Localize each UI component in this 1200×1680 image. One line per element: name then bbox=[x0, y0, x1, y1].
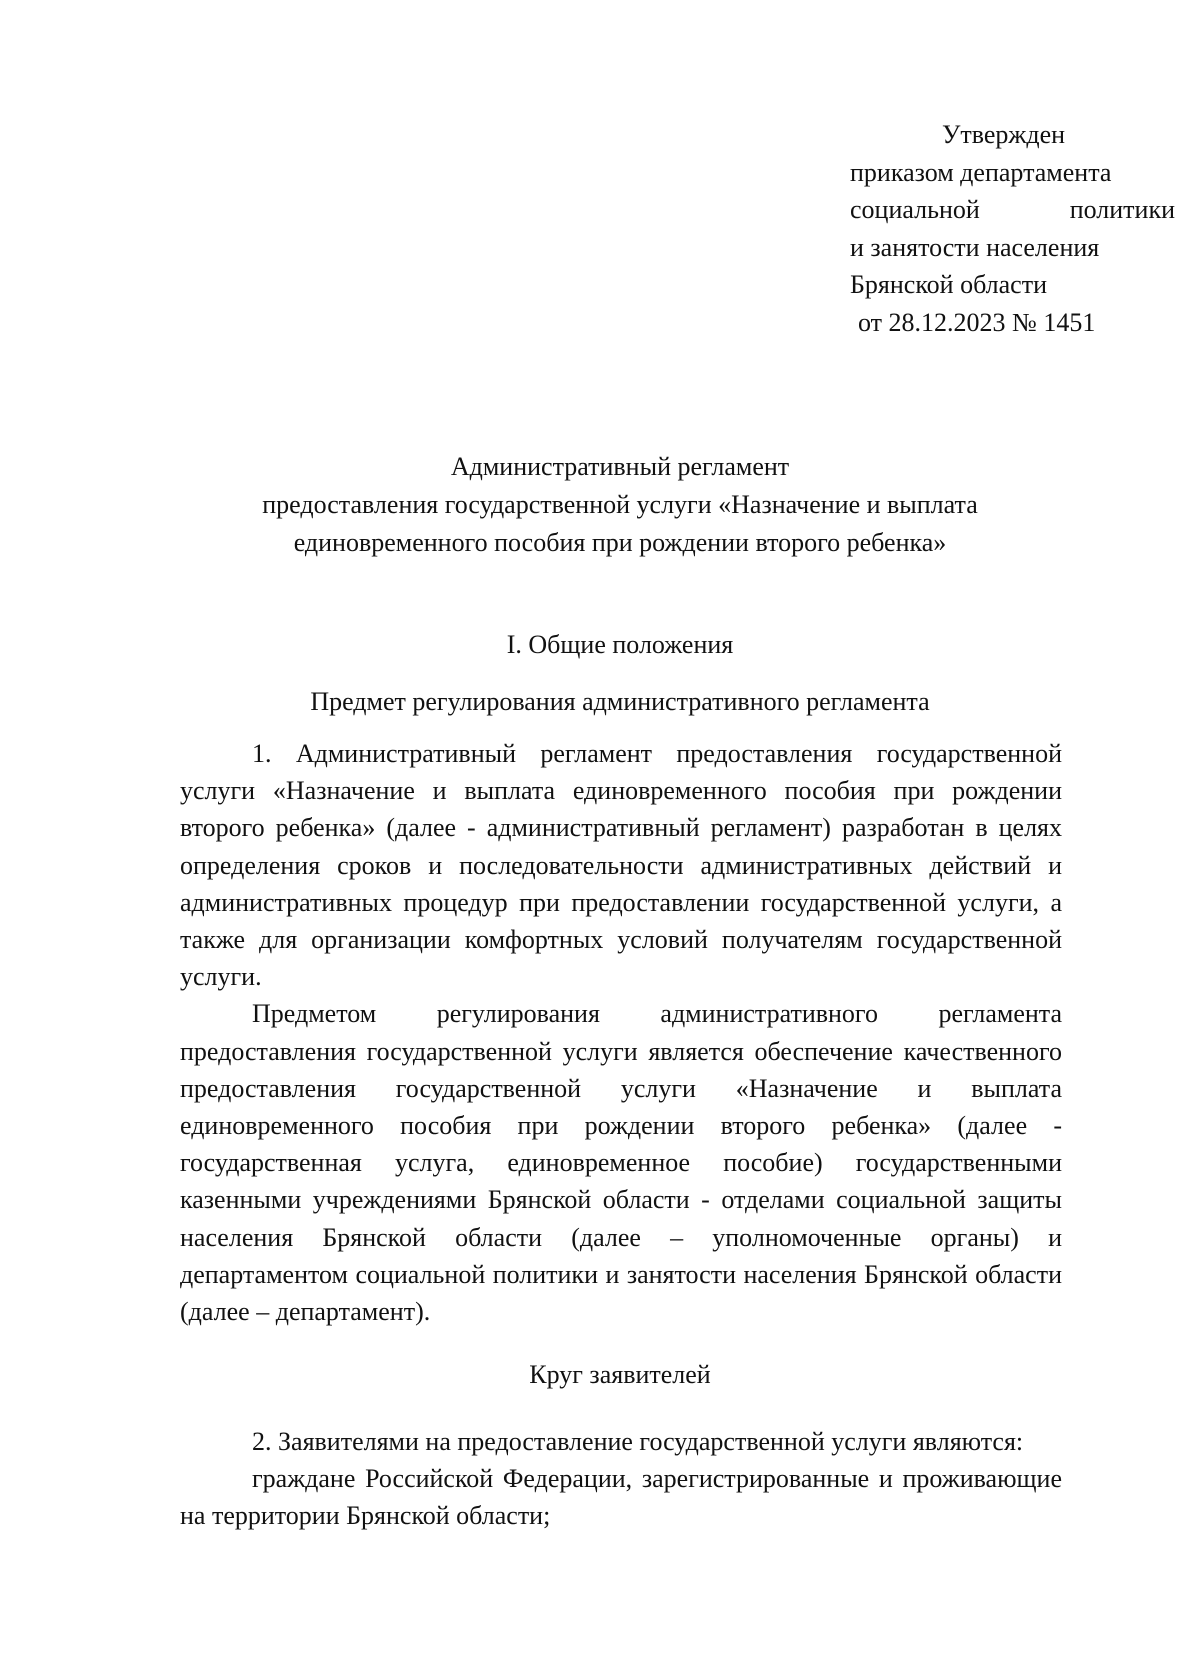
approval-line: Утвержден bbox=[942, 120, 1066, 149]
paragraph: Предметом регулирования административного регламента предоставления государственной услуги является обеспечение качественного предоставления государственной услуги «Назначение и выплата единовременного пособия при рождении второго ребенка» (далее - государственная услуга, единовременное пособие) государственными казенными учреждениями Брянской области - отделами социальной защиты населения Брянской области (далее – уполномоченные органы) и департаментом социальной политики и занятости населения Брянской области (далее – департамент). bbox=[180, 999, 1062, 1327]
paragraph: 2. Заявителями на предоставление государственной услуги являются: bbox=[252, 1427, 1024, 1456]
section-subheading: Круг заявителей bbox=[529, 1360, 711, 1389]
section-subheading: Предмет регулирования административного регламента bbox=[310, 687, 930, 716]
approval-stamp bbox=[850, 116, 1175, 341]
paragraph: граждане Российской Федерации, зарегистрированные и проживающие на территории Брянской области; bbox=[180, 1464, 1062, 1531]
title-line: предоставления государственной услуги «Назначение и выплата bbox=[262, 490, 978, 519]
section-body bbox=[180, 735, 1062, 1330]
title-line: Административный регламент bbox=[450, 452, 790, 481]
approval-word: социальной bbox=[850, 195, 980, 224]
approval-line: Брянской области bbox=[850, 270, 1047, 299]
title-line: единовременного пособия при рождении второго ребенка» bbox=[293, 528, 947, 557]
document-title bbox=[190, 448, 1050, 562]
approval-line: и занятости населения bbox=[850, 232, 1100, 262]
paragraph: 1. Административный регламент предоставления государственной услуги «Назначение и выплата единовременного пособия при рождении второго ребенка» (далее - административный регламент) разработан в целях определения сроков и последовательности административных действий и административных процедур при предоставлении государственной услуги, а также для организации комфортных условий получателям государственной услуги. bbox=[180, 739, 1062, 992]
approval-line: от 28.12.2023 № 1451 bbox=[858, 307, 1096, 337]
section-body bbox=[180, 1423, 1062, 1535]
approval-line-split bbox=[850, 191, 1175, 229]
approval-word: политики bbox=[1069, 195, 1175, 224]
section-heading: I. Общие положения bbox=[506, 630, 734, 659]
approval-line: приказом департамента bbox=[850, 157, 1112, 187]
